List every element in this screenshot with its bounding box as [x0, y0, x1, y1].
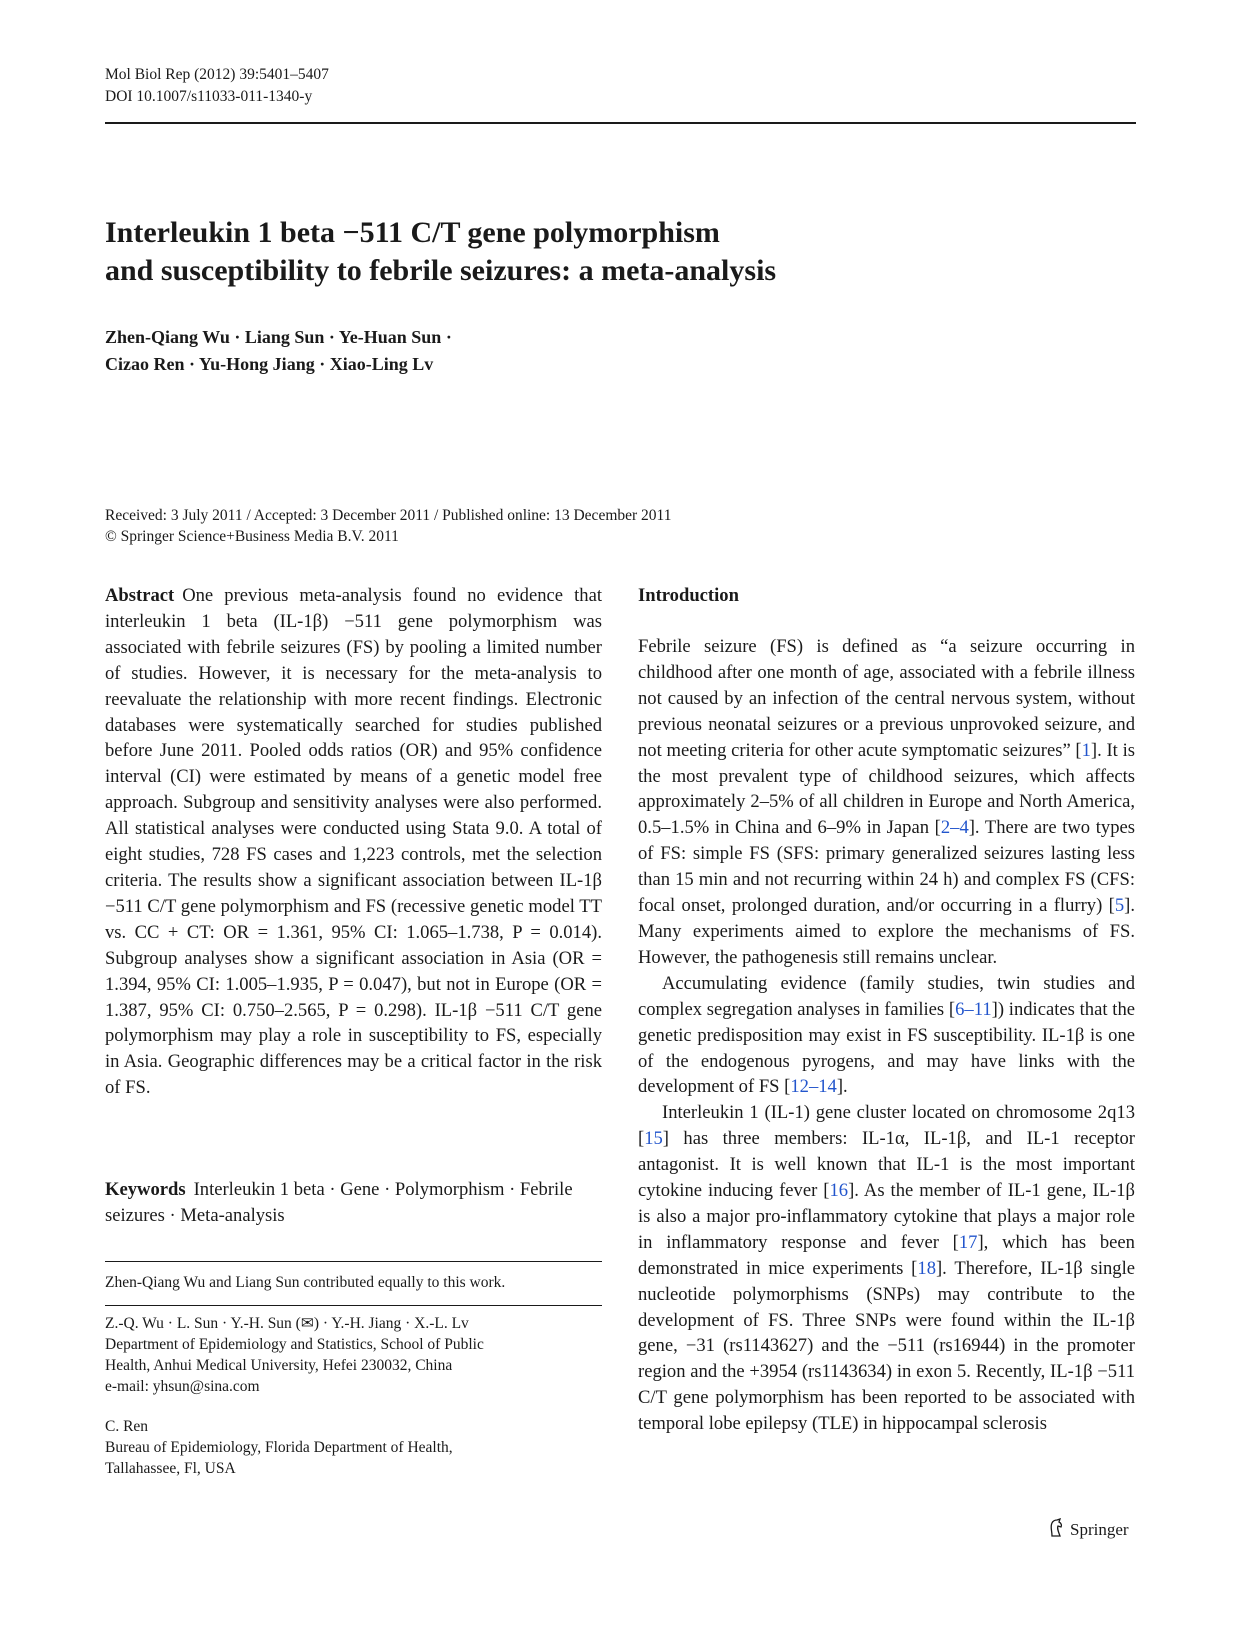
citation-link[interactable]: 18	[917, 1257, 936, 1279]
citation-link[interactable]: 5	[1114, 895, 1125, 917]
keywords-label: Keywords	[105, 1179, 186, 1200]
text-run: ]. There are two types of FS: simple FS (SFS: primary generalized seizures lasting less than 15 min and not recurring within 24 h) and complex FS (CFS: focal onset, prolonged duration, and/or occurring in a flurry) [	[638, 817, 1135, 917]
abstract-label: Abstract	[105, 585, 175, 606]
article-title	[105, 214, 1105, 290]
authors-line-1: Zhen-Qiang Wu · Liang Sun · Ye-Huan Sun ·	[105, 327, 452, 347]
text-run: ]) indicates that the genetic predisposition may exist in FS susceptibility. IL-1β is one of the endogenous pyrogens, and may have links with the development of FS [	[638, 998, 1136, 1098]
intro-paragraph-1	[638, 634, 1135, 971]
springer-horse-icon	[1046, 1518, 1066, 1538]
keywords-text: Interleukin 1 beta · Gene · Polymorphism · Febrile seizures · Meta-analysis	[105, 1179, 573, 1226]
text-run: ].	[836, 1076, 848, 1098]
author-list	[105, 324, 452, 378]
citation-link[interactable]: 2–4	[940, 817, 969, 839]
affiliation-2-dept: Bureau of Epidemiology, Florida Department of Health,	[105, 1439, 453, 1456]
text-run: Febrile seizure (FS) is defined as “a seizure occurring in childhood after one month of age, associated with a febrile illness not caused by an infection of the central nervous system, without previous neonatal seizures or a previous unprovoked seizure, and not meeting criteria for other acute symptomatic seizures” [	[638, 636, 1135, 761]
affiliation-2-name: C. Ren	[105, 1418, 149, 1435]
publisher-name: Springer	[1070, 1520, 1129, 1539]
affiliation-2-place: Tallahassee, Fl, USA	[105, 1460, 236, 1477]
affiliations	[105, 1313, 602, 1479]
affiliation-1-email[interactable]: e-mail: yhsun@sina.com	[105, 1378, 260, 1395]
text-run: ]. Many experiments aimed to explore the mechanisms of FS. However, the pathogenesis still remains unclear.	[638, 895, 1135, 968]
affiliation-spacer	[105, 1397, 602, 1416]
intro-paragraph-3	[638, 1100, 1135, 1437]
text-run: ] has three members: IL-1α, IL-1β, and IL-1 receptor antagonist. It is well known that IL-1 is the most important cytokine inducing fever [	[638, 1128, 1135, 1202]
introduction-body	[638, 634, 1135, 1437]
text-run: Accumulating evidence (family studies, twin studies and complex segregation analyses in families [	[638, 972, 1135, 1020]
keywords	[105, 1177, 602, 1229]
text-run: ]. As the member of IL-1 gene, IL-1β is also a major pro-inflammatory cytokine that plays a major role in inflammatory response and fever [	[638, 1180, 1135, 1253]
journal-header	[105, 64, 329, 108]
text-run: ], which has been demonstrated in mice experiments [	[638, 1231, 1135, 1279]
citation-link[interactable]: 12–14	[790, 1076, 837, 1098]
journal-citation: Mol Biol Rep (2012) 39:5401–5407	[105, 66, 329, 83]
publication-dates	[105, 505, 671, 547]
intro-paragraph-2	[638, 971, 1135, 1101]
text-run: Interleukin 1 (IL-1) gene cluster located on chromosome 2q13 [	[638, 1102, 1135, 1150]
title-line-2: and susceptibility to febrile seizures: a meta-analysis	[105, 254, 777, 287]
citation-link[interactable]: 1	[1081, 739, 1091, 761]
equal-contribution-note: Zhen-Qiang Wu and Liang Sun contributed equally to this work.	[105, 1274, 506, 1291]
introduction-heading: Introduction	[638, 585, 739, 606]
doi[interactable]: DOI 10.1007/s11033-011-1340-y	[105, 88, 313, 105]
citation-link[interactable]: 17	[958, 1231, 978, 1253]
affiliation-1-inst: Health, Anhui Medical University, Hefei 230032, China	[105, 1357, 453, 1374]
abstract	[105, 583, 602, 1101]
received-accepted-published: Received: 3 July 2011 / Accepted: 3 December 2011 / Published online: 13 December 2011	[105, 507, 672, 524]
publisher-logo	[1046, 1518, 1129, 1541]
authors-line-2: Cizao Ren · Yu-Hong Jiang · Xiao-Ling Lv	[105, 354, 434, 374]
affiliation-1-dept: Department of Epidemiology and Statistics, School of Public	[105, 1336, 484, 1353]
footnote-rule-bottom	[105, 1305, 602, 1306]
header-rule	[105, 122, 1136, 124]
abstract-text: One previous meta-analysis found no evidence that interleukin 1 beta (IL-1β) −511 gene polymorphism was associated with febrile seizures (FS) by pooling a limited number of studies. However, it is necessary for the meta-analysis to reevaluate the relationship with more recent findings. Electronic databases were systematically searched for studies published before June 2011. Pooled odds ratios (OR) and 95% confidence interval (CI) were estimated by means of a genetic model free approach. Subgroup and sensitivity analyses were also performed. All statistical analyses were conducted using Stata 9.0. A total of eight studies, 728 FS cases and 1,223 controls, met the selection criteria. The results show a significant association between IL-1β −511 C/T gene polymorphism and FS (recessive genetic model TT vs. CC + CT: OR = 1.361, 95% CI: 1.065–1.738, P = 0.014). Subgroup analyses show a significant association in Asia (OR = 1.394, 95% CI: 1.005–1.935, P = 0.047), but not in Europe (OR = 1.387, 95% CI: 0.750–2.565, P = 0.298). IL-1β −511 C/T gene polymorphism may play a role in susceptibility to FS, especially in Asia. Geographic differences may be a critical factor in the risk of FS.	[105, 585, 602, 1099]
citation-link[interactable]: 15	[644, 1128, 663, 1150]
citation-link[interactable]: 6–11	[955, 998, 992, 1020]
copyright: © Springer Science+Business Media B.V. 2011	[105, 528, 399, 545]
citation-link[interactable]: 16	[829, 1180, 849, 1202]
text-run: ]. It is the most prevalent type of childhood seizures, which affects approximately 2–5% of all children in Europe and North America, 0.5–1.5% in China and 6–9% in Japan [	[638, 739, 1135, 839]
affiliation-1-names: Z.-Q. Wu · L. Sun · Y.-H. Sun (✉) · Y.-H. Jiang · X.-L. Lv	[105, 1315, 469, 1332]
title-line-1: Interleukin 1 beta −511 C/T gene polymorphism	[105, 216, 720, 249]
text-run: ]. Therefore, IL-1β single nucleotide polymorphisms (SNPs) may contribute to the development of FS. Three SNPs were found within the IL-1β gene, −31 (rs1143627) and the −511 (rs16944) in the promoter region and the +3954 (rs1143634) in exon 5. Recently, IL-1β −511 C/T gene polymorphism has been reported to be associated with temporal lobe epilepsy (TLE) in hippocampal sclerosis	[638, 1257, 1135, 1435]
footnote-rule-top	[105, 1261, 602, 1262]
